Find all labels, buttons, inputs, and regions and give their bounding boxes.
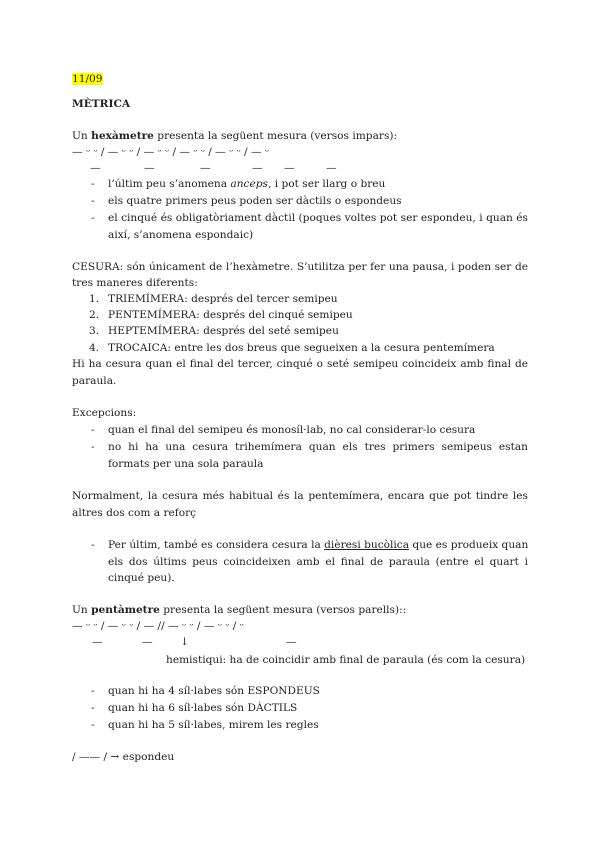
espondeu-note: / —— / → espondeu bbox=[72, 751, 175, 763]
list-item bbox=[72, 177, 528, 191]
page-title: MÈTRICA bbox=[72, 98, 131, 110]
list-item bbox=[72, 701, 528, 715]
anceps-term: anceps bbox=[230, 178, 268, 190]
bullet-dash: - bbox=[91, 441, 95, 453]
pentametre-intro-pre: Un bbox=[72, 604, 92, 616]
bullet-dash: - bbox=[91, 195, 95, 207]
item-number: 3. bbox=[89, 325, 100, 337]
bullet-dash: - bbox=[91, 539, 95, 551]
pentametre-intro-post: presenta la següent mesura (versos parells):: bbox=[159, 604, 407, 616]
long-mark: — bbox=[286, 636, 297, 648]
pentametre-term: pentàmetre bbox=[91, 604, 160, 616]
pentametre-intro bbox=[72, 603, 406, 617]
list-item bbox=[72, 194, 528, 208]
bullet-dash: - bbox=[91, 424, 95, 436]
item-text: TRIEMÍMERA: després del tercer semipeu bbox=[108, 293, 338, 305]
long-mark: — bbox=[252, 162, 263, 174]
list-item bbox=[72, 684, 528, 698]
item-text: PENTEMÍMERA: després del cinqué semipeu bbox=[108, 309, 353, 321]
bullet-dash: - bbox=[91, 212, 95, 224]
bullet-text: quan hi ha 4 síl·labes són ESPONDEUS bbox=[108, 685, 320, 697]
bullet-text: quan el final del semipeu és monosíl·lab, no cal considerar-lo cesura bbox=[108, 424, 476, 436]
per-ultim-post: que es produeix quan bbox=[409, 539, 529, 551]
list-item bbox=[72, 341, 528, 355]
bullet-text: el cinqué és obligatòriament dàctil (poques voltes pot ser espondeu, i quan és bbox=[108, 212, 528, 224]
long-mark: — bbox=[284, 162, 295, 174]
bullet-text-pre: l’últim peu s’anomena bbox=[108, 178, 231, 190]
bullet-text-post: , i pot ser llarg o breu bbox=[267, 178, 386, 190]
cesura-note-line1: Hi ha cesura quan el final del tercer, cinqué o seté semipeu coincideix amb final de bbox=[72, 358, 528, 370]
list-item bbox=[72, 423, 528, 437]
bullet-text-cont: els dos últims peus coincideixen amb el final de paraula (entre el quart i bbox=[108, 556, 528, 568]
hexametre-intro-post: presenta la següent mesura (versos impars): bbox=[153, 130, 398, 142]
date-highlight: 11/09 bbox=[72, 73, 103, 85]
bullet-dash: - bbox=[91, 702, 95, 714]
bullet-dash: - bbox=[91, 719, 95, 731]
bullet-text-cont: cinqué peu). bbox=[108, 572, 175, 584]
per-ultim-pre: Per últim, també es considera cesura la bbox=[108, 539, 325, 551]
hexametre-intro-pre: Un bbox=[72, 130, 92, 142]
hexametre-term: hexàmetre bbox=[91, 130, 154, 142]
list-item bbox=[72, 440, 528, 454]
excepcions-title: Excepcions: bbox=[72, 407, 137, 419]
normalment-line1: Normalment, la cesura més habitual és la pentemímera, encara que pot tindre les bbox=[72, 490, 528, 502]
list-item bbox=[72, 308, 528, 322]
item-text: HEPTEMÍMERA: després del seté semipeu bbox=[108, 325, 339, 337]
hexametre-intro bbox=[72, 129, 397, 143]
item-number: 1. bbox=[89, 293, 100, 305]
pentametre-long-marks bbox=[72, 635, 528, 649]
bullet-text-cont: així, s’anomena espondaic) bbox=[108, 229, 254, 241]
hemistiqui-note: hemistiqui: ha de coincidir amb final de paraula (és com la cesura) bbox=[166, 654, 526, 666]
cesura-intro-line2: tres maneres diferents: bbox=[72, 277, 198, 289]
bullet-text: els quatre primers peus poden ser dàctils o espondeus bbox=[108, 195, 402, 207]
bullet-text: quan hi ha 5 síl·labes, mirem les regles bbox=[108, 719, 319, 731]
long-mark: — bbox=[200, 162, 211, 174]
long-mark: — bbox=[144, 162, 155, 174]
dieresi-bucolica-term: dièresi bucòlica bbox=[324, 539, 410, 551]
date-line bbox=[72, 72, 103, 86]
bullet-text: no hi ha una cesura trihemímera quan els tres primers semipeus estan bbox=[108, 441, 528, 453]
cesura-note-line2: paraula. bbox=[72, 375, 117, 387]
item-number: 4. bbox=[89, 342, 100, 354]
list-item bbox=[72, 538, 528, 552]
normalment-line2: altres dos com a reforç bbox=[72, 507, 197, 519]
item-text: TROCAICA: entre les dos breus que segueixen a la cesura pentemímera bbox=[108, 342, 495, 354]
list-item bbox=[72, 324, 528, 338]
long-mark: — bbox=[142, 636, 153, 648]
bullet-dash: - bbox=[91, 685, 95, 697]
long-mark: — bbox=[90, 162, 101, 174]
list-item bbox=[72, 292, 528, 306]
list-item bbox=[72, 718, 528, 732]
long-mark: — bbox=[326, 162, 337, 174]
list-item bbox=[72, 211, 528, 225]
bullet-text-cont: formats per una sola paraula bbox=[108, 458, 264, 470]
bullet-text: quan hi ha 6 síl·labes són DÀCTILS bbox=[108, 702, 298, 714]
bullet-text bbox=[108, 538, 528, 552]
hexametre-long-marks bbox=[72, 161, 528, 175]
bullet-dash: - bbox=[91, 178, 95, 190]
cesura-intro-line1: CESURA: són únicament de l’hexàmetre. S’utilitza per fer una pausa, i poden ser de bbox=[72, 261, 528, 273]
pentametre-scheme: — ᵕ ᵕ / — ᵕ ᵕ / — // — ᵕ ᵕ / — ᵕ ᵕ / ᵕ bbox=[72, 620, 244, 632]
arrow-down-icon: ↓ bbox=[180, 636, 189, 648]
item-number: 2. bbox=[89, 309, 100, 321]
bullet-text bbox=[108, 177, 385, 191]
hexametre-scheme: — ᵕ ᵕ / — ᵕ ᵕ / — ᵕ ᵕ / — ᵕ ᵕ / — ᵕ ᵕ / — ᵕ bbox=[72, 146, 270, 158]
long-mark: — bbox=[92, 636, 103, 648]
